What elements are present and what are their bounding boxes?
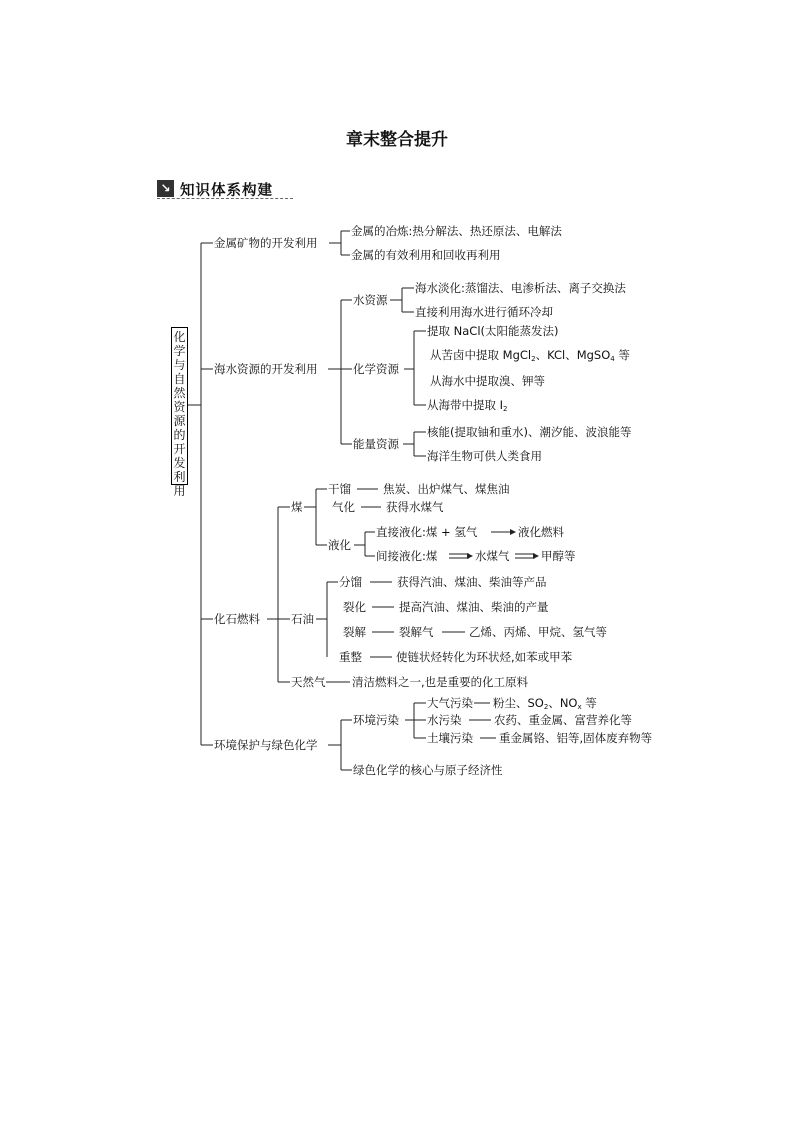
soil-pollution-label: 土壤污染 bbox=[427, 731, 473, 745]
root-node: 化学与自然资源的开发利用 bbox=[171, 327, 188, 485]
coal-node: 煤 bbox=[291, 500, 303, 514]
coal-dry-result: 焦炭、出炉煤气、煤焦油 bbox=[383, 482, 510, 496]
metals-item: 金属的有效利用和回收再利用 bbox=[351, 248, 501, 262]
oil-item-label: 分馏 bbox=[339, 575, 362, 589]
oil-item-result: 提高汽油、煤油、柴油的产量 bbox=[399, 600, 549, 614]
water-pollution-label: 水污染 bbox=[427, 713, 462, 727]
coal-liq-label: 液化 bbox=[328, 538, 351, 552]
energy-item: 核能(提取铀和重水)、潮汐能、波浪能等 bbox=[427, 425, 632, 439]
green-chem-item: 绿色化学的核心与原子经济性 bbox=[353, 763, 503, 777]
oil-item-label: 重整 bbox=[339, 650, 362, 664]
fossil-node: 化石燃料 bbox=[214, 612, 260, 626]
arrow-icon bbox=[467, 553, 473, 559]
oil-item-result: 获得汽油、煤油、柴油等产品 bbox=[397, 575, 547, 589]
oil-item-result: 使链状烃转化为环状烃,如苯或甲苯 bbox=[396, 650, 573, 664]
env-node: 环境保护与绿色化学 bbox=[214, 738, 318, 752]
sea-node: 海水资源的开发利用 bbox=[214, 362, 318, 376]
liq-direct-text: 直接液化:煤 + 氢气 bbox=[376, 525, 478, 539]
oil-item-label: 裂解 bbox=[343, 625, 366, 639]
natural-gas-result: 清洁燃料之一,也是重要的化工原料 bbox=[352, 675, 529, 689]
air-pollution-result: 粉尘、$SO_2$、$NO_x$ 等 bbox=[493, 696, 597, 711]
chem-item: 从海带中提取 $I_2$ bbox=[427, 398, 508, 413]
section-title: 知识体系构建 bbox=[180, 183, 273, 199]
chem-item: 提取 NaCl(太阳能蒸发法) bbox=[427, 324, 559, 338]
metals-item: 金属的冶炼:热分解法、热还原法、电解法 bbox=[351, 224, 562, 238]
chem-item: 从海水中提取溴、钾等 bbox=[430, 374, 545, 388]
energy-resources-node: 能量资源 bbox=[353, 437, 399, 451]
metals-node: 金属矿物的开发利用 bbox=[214, 236, 318, 250]
soil-pollution-result: 重金属铬、铝等,固体废弃物等 bbox=[499, 731, 653, 745]
chem-item: 从苦卤中提取 MgCl$_2$、KCl、MgSO$_4$ 等 bbox=[430, 348, 630, 363]
air-pollution-label: 大气污染 bbox=[427, 696, 473, 710]
coal-dry-label: 干馏 bbox=[328, 482, 351, 496]
arrow-icon: ↘ bbox=[157, 180, 174, 197]
coal-gas-label: 气化 bbox=[332, 500, 355, 514]
water-item: 直接利用海水进行循环冷却 bbox=[415, 305, 553, 319]
oil-item-label: 裂化 bbox=[343, 600, 366, 614]
arrow-icon bbox=[533, 553, 539, 559]
water-pollution-result: 农药、重金属、富营养化等 bbox=[494, 713, 632, 727]
page-title: 章末整合提升 bbox=[346, 130, 448, 150]
arrow-icon bbox=[510, 529, 516, 535]
oil-node: 石油 bbox=[291, 612, 314, 626]
water-item: 海水淡化:蒸馏法、电渗析法、离子交换法 bbox=[415, 281, 626, 295]
oil-item-result: 乙烯、丙烯、甲烷、氢气等 bbox=[469, 625, 607, 639]
oil-item-mid: 裂解气 bbox=[399, 625, 434, 639]
energy-item: 海洋生物可供人类食用 bbox=[427, 449, 542, 463]
coal-gas-result: 获得水煤气 bbox=[386, 500, 444, 514]
chem-resources-node: 化学资源 bbox=[353, 362, 399, 376]
liq-indirect-mid: 水煤气 bbox=[475, 549, 510, 563]
water-resources-node: 水资源 bbox=[353, 293, 388, 307]
liq-direct-result: 液化燃料 bbox=[518, 525, 564, 539]
natural-gas-node: 天然气 bbox=[291, 675, 326, 689]
liq-indirect-result: 甲醇等 bbox=[541, 549, 576, 563]
pollution-node: 环境污染 bbox=[353, 713, 399, 727]
liq-indirect-text: 间接液化:煤 bbox=[376, 549, 438, 563]
